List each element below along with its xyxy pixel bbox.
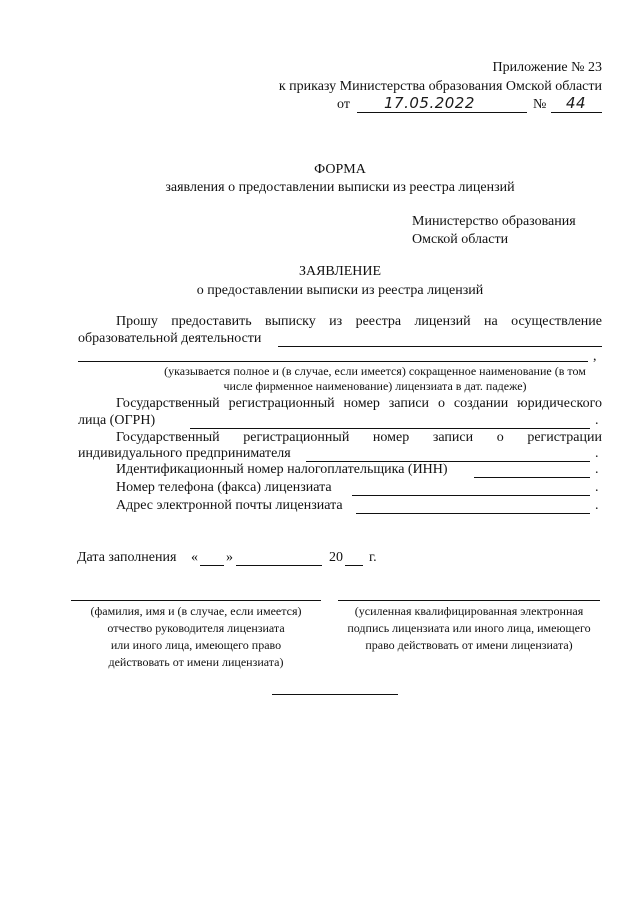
phone-field-line bbox=[352, 495, 590, 496]
appendix-number: Приложение № 23 bbox=[492, 60, 602, 75]
fill-year-suffix: г. bbox=[369, 550, 377, 565]
statement-subtitle: о предоставлении выписки из реестра лицензий bbox=[196, 283, 484, 298]
signer-name-hint-2: отчество руководителя лицензиата bbox=[107, 621, 285, 635]
form-subtitle: заявления о предоставлении выписки из реестра лицензий bbox=[165, 180, 515, 195]
handwritten-number: 44 bbox=[566, 94, 587, 112]
signer-name-hint-1: (фамилия, имя и (в случае, если имеется) bbox=[90, 604, 302, 618]
ogrn-field-line bbox=[190, 428, 590, 429]
esign-signature-line bbox=[338, 600, 600, 601]
recipient-line-2: Омской области bbox=[412, 232, 509, 247]
fill-day-line bbox=[200, 565, 224, 566]
recipient-line-1: Министерство образования bbox=[412, 214, 576, 229]
esign-hint-1: (усиленная квалифицированная электронная bbox=[354, 604, 584, 618]
fill-year-prefix: 20 bbox=[329, 550, 343, 565]
number-label: № bbox=[533, 97, 547, 112]
inn-field-line bbox=[474, 477, 590, 478]
ogrn-label-line-2: лица (ОГРН) bbox=[78, 413, 156, 428]
esign-hint-2: подпись лицензиата или иного лица, имеющего bbox=[347, 621, 591, 635]
email-label: Адрес электронной почты лицензиата bbox=[116, 498, 343, 513]
ogrnip-label-line-1: Государственный регистрационный номер записи о регистрации bbox=[116, 430, 602, 445]
email-dot: . bbox=[595, 498, 599, 513]
ogrn-label-line-1: Государственный регистрационный номер записи о создании юридического bbox=[116, 396, 602, 411]
name-line-comma: , bbox=[593, 349, 597, 364]
ogrn-dot: . bbox=[595, 413, 599, 428]
number-underline bbox=[551, 112, 602, 113]
inn-dot: . bbox=[595, 462, 599, 477]
name-signature-line bbox=[71, 600, 321, 601]
closing-rule bbox=[272, 694, 398, 695]
handwritten-date: 17.05.2022 bbox=[384, 94, 475, 112]
fill-date-close-quote: » bbox=[226, 550, 233, 565]
date-underline bbox=[357, 112, 527, 113]
form-title: ФОРМА bbox=[314, 162, 366, 177]
name-hint-line-1: (указывается полное и (в случае, если имеется) сокращенное наименование (в том bbox=[164, 364, 586, 378]
fill-date-label: Дата заполнения bbox=[77, 550, 177, 565]
esign-hint-3: право действовать от имени лицензиата) bbox=[365, 638, 573, 652]
activity-field-line bbox=[278, 346, 602, 347]
fill-year-line bbox=[345, 565, 363, 566]
ogrnip-label-line-2: индивидуального предпринимателя bbox=[78, 446, 291, 461]
request-text-line-2: образовательной деятельности bbox=[78, 331, 262, 346]
phone-label: Номер телефона (факса) лицензиата bbox=[116, 480, 332, 495]
email-field-line bbox=[356, 513, 590, 514]
date-label: от bbox=[337, 97, 350, 112]
fill-date-open-quote: « bbox=[191, 550, 198, 565]
inn-label: Идентификационный номер налогоплательщика (ИНН) bbox=[116, 462, 448, 477]
statement-title: ЗАЯВЛЕНИЕ bbox=[298, 264, 382, 279]
signer-name-hint-4: действовать от имени лицензиата) bbox=[108, 655, 284, 669]
name-hint-line-2: числе фирменное наименование) лицензиата в дат. падеже) bbox=[223, 379, 527, 393]
fill-month-line bbox=[236, 565, 322, 566]
signer-name-hint-3: или иного лица, имеющего право bbox=[110, 638, 282, 652]
ogrnip-dot: . bbox=[595, 446, 599, 461]
phone-dot: . bbox=[595, 480, 599, 495]
request-text-line-1: Прошу предоставить выписку из реестра лицензий на осуществление bbox=[116, 314, 602, 329]
licensee-name-field-line bbox=[78, 361, 588, 362]
order-reference: к приказу Министерства образования Омской области bbox=[278, 79, 602, 94]
